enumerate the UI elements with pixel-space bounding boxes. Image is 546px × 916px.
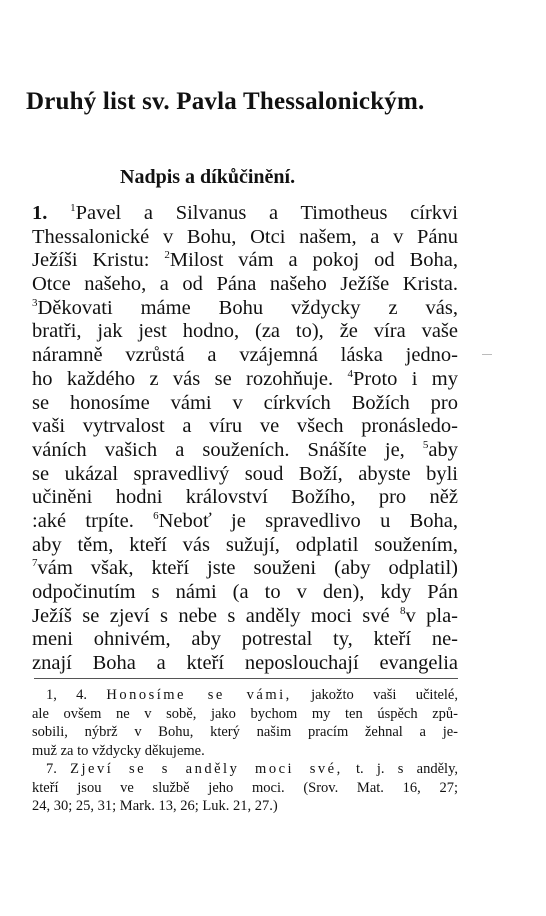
verse-text: Proto i my: [352, 367, 458, 390]
verse-text: aby těm, kteří vás sužují, odplatil soužením,: [32, 533, 458, 556]
body-line: [32, 605, 458, 629]
verse-text: Pavel a Silvanus a Timotheus církvi: [75, 202, 459, 224]
body-line: [32, 652, 458, 676]
margin-mark: [482, 354, 492, 355]
body-line: [32, 439, 458, 463]
chapter-number: 1.: [32, 202, 48, 224]
body-text: [32, 202, 458, 676]
verse-text: Thessalonické v Bohu, Otci našem, a v Pánu: [32, 225, 458, 248]
body-line: [32, 320, 458, 344]
footnote-line: [32, 686, 458, 705]
body-line: [32, 392, 458, 416]
footnote-text: kteří jsou ve službě jeho moci. (Srov. Mat. 16, 27;: [32, 779, 458, 796]
body-line: [32, 344, 458, 368]
body-line: [32, 557, 458, 581]
body-line: [32, 510, 458, 534]
footnote-text: ale ovšem ne v sobě, jako bychom my ten úspěch způ-: [32, 705, 458, 722]
verse-text: bratři, jak jest hodno, (za to), že víra vaše: [32, 320, 458, 343]
body-line: [32, 415, 458, 439]
footnote-text: 24, 30; 25, 31; Mark. 13, 26; Luk. 21, 27.): [32, 798, 278, 814]
verse-text: se honosíme vámi v církvích Božích pro: [32, 391, 458, 414]
footnote-line: [32, 705, 458, 724]
verse-text: vám však, kteří jste souženi (aby odplatil): [37, 557, 458, 580]
verse-text: Otce našeho, a od Pána našeho Ježíše Krista.: [32, 273, 458, 296]
footnote-text: muž za to vždycky děkujeme.: [32, 742, 205, 759]
footnote-line: [32, 797, 458, 816]
verse-text: meni ohnivém, aby potrestal ty, kteří ne-: [32, 628, 458, 651]
verse-text: odpočinutím s námi (a to v den), kdy Pán: [32, 581, 458, 603]
verse-number: 1: [70, 202, 76, 214]
body-line: [32, 368, 458, 392]
body-line: [32, 486, 458, 510]
footnote-line: [32, 779, 458, 798]
verse-number: 5: [422, 438, 429, 451]
verse-text: náramně vzrůstá a vzájemná láska jedno-: [32, 344, 458, 367]
verse-text: v pla-: [405, 604, 458, 627]
verse-number: 4: [347, 367, 353, 380]
verse-text: učiněni hodni království Božího, pro něž: [32, 486, 458, 509]
body-line: [32, 297, 458, 321]
verse-text: znají Boha a kteří neposlouchají evangelia: [32, 652, 458, 675]
footnote-line: [32, 723, 458, 742]
footnote-text: sobili, nýbrž v Bohu, který našim pracím žehnal a je-: [32, 724, 458, 740]
section-heading: Nadpis a díkůčinění.: [120, 166, 296, 188]
verse-text: váních vašich a souženích. Snášíte je,: [32, 438, 423, 461]
body-line: [32, 534, 458, 558]
verse-text: :aké trpíte.: [32, 509, 154, 532]
footnote-text: jakožto vaši učitelé,: [291, 687, 458, 703]
verse-number: 8: [399, 604, 406, 617]
verse-text: vaši vytrvalost a víru ve všech pronásledo-: [32, 415, 458, 438]
footnote-divider: [34, 678, 458, 679]
footnote-text: 1, 4.: [46, 687, 107, 703]
footnote-text: t. j. s anděly,: [342, 761, 458, 777]
body-line: [32, 463, 458, 487]
verse-text: Ježíši Kristu:: [32, 249, 165, 272]
verse-number: 7: [32, 557, 38, 570]
footnote-lemma: Zjeví se s anděly moci své,: [70, 761, 343, 777]
verse-text: Děkovati máme Bohu vždycky z vás,: [37, 296, 458, 319]
body-line: [32, 249, 458, 273]
body-line: [32, 628, 458, 652]
footnote-lemma: Honosíme se vámi,: [106, 687, 292, 703]
footnote-line: [32, 760, 458, 779]
footnotes: [32, 686, 458, 816]
body-line: [32, 226, 458, 250]
footnote-line: [32, 742, 458, 761]
body-line: [32, 581, 458, 605]
verse-number: 3: [32, 296, 38, 309]
verse-text: aby: [428, 438, 458, 461]
verse-text: Milost vám a pokoj od Boha,: [169, 249, 458, 272]
verse-text: Ježíš se zjeví s nebe s anděly moci své: [32, 604, 400, 627]
page-title: Druhý list sv. Pavla Thessalonickým.: [26, 88, 425, 115]
body-line: [32, 273, 458, 297]
footnote-text: 7.: [46, 761, 71, 777]
verse-number: 6: [153, 509, 159, 522]
verse-text: Neboť je spravedlivo u Boha,: [158, 509, 459, 532]
verse-text: ho každého z vás se rozohňuje.: [32, 367, 348, 390]
verse-number: 2: [164, 249, 170, 262]
body-line: [32, 202, 458, 226]
verse-text: se ukázal spravedlivý soud Boží, abyste byli: [32, 462, 458, 485]
